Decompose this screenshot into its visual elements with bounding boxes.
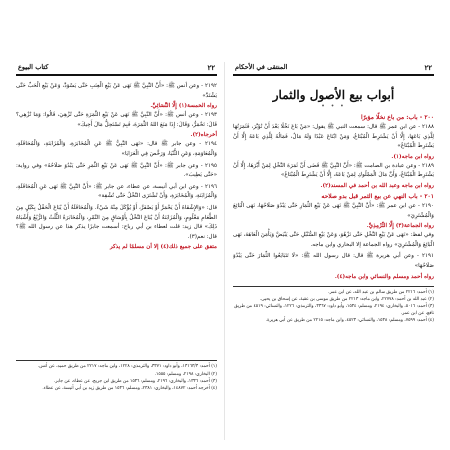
section-heading-201: ٢٠١ - باب النهي عن بيع الثمر قبل بدو صلاحه [321,192,434,200]
footnote: (١) أحمد: ١٣١٦٣/٣، وأبو داود: ٣٣٧١، والترمذي: ١٢٢٨، وابن ماجه: ٢٢١٧ من طريق حميد، عن أنس. [37,364,217,370]
source-2193: أخرجاه(٢). [190,132,217,139]
hadith-2191: ٢١٩١ - وعن أبي هريرة ﷺ قال: قال رسول الله ﷺ: «لَا تَتَبَايَعُوا الثِّمَارَ حَتَّى يَبْدُوَ صَلَاحُهَا» [233,253,434,269]
footnote: (٤) أخرجه أحمد: ١٤٨٧٢، والبخاري: ٢٣٨١، ومسلم: ١٥٣٦ من طريق زيد بن أبي أنيسة، عن عطاء. [42,385,217,391]
hadith-2189: ٢١٨٩ - وعن عبادة بن الصامت ﷺ: «أَنَّ النَّبِيَّ ﷺ قَضَى أَنَّ ثَمَرَةَ النَّخْلِ لِمَنْ أَبَّرَهَا، إِلَّا أَنْ يَشْتَرِطَ الْمُبْتَاعُ، وَأَنَّ مَالَ الْمَمْلُوكِ لِمَنْ بَاعَهُ، إِلَّا أَنْ يَشْتَرِطَ الْمُبْتَاعُ» [233,162,434,179]
right-header-title: المنتقى في الأحكام [235,63,288,71]
footnote: (٤) أحمد: ٧٥٩٩، ومسلم: ١٥٣٨، والنسائي: ٤٥٢٣، وابن ماجه: ٢٢١٥ من طريق عن أبي هريرة. [265,318,434,324]
left-footnotes [16,360,217,392]
footnote: (١) أحمد: ٢٢١٦ من طريق سالم بن عبد الله، عن ابن عمر. [328,289,434,295]
source-2189: رواه ابن ماجه وعبد الله بن أحمد في المسند(٢). [320,182,434,189]
chapter-title: أبواب بيع الأصول والثمار [272,88,395,102]
left-page [16,62,217,440]
hadith-2192: ٢١٩٢ - وعن أنس ﷺ: «أَنَّ النَّبِيَّ ﷺ نَهَى عَنْ بَيْعِ الْعِنَبِ حَتَّى يَسْوَدَّ، وَعَنْ بَيْعِ الْحَبِّ حَتَّى يَشْتَدَّ» [16,83,217,99]
hadith-2195: ٢١٩٥ - وعن جابر ﷺ: «أَنَّ النَّبِيَّ ﷺ نَهَى عَنْ بَيْعِ الثَّمَرِ حَتَّى يَبْدُوَ صَلَاحُهُ» وفي رواية: «حَتَّى يَطِيبَ». [16,162,217,179]
hadith-2196-explanation: قال: «وَالإِشْقَاهُ أَنْ يَحْمَرَّ أَوْ يَصْفَرَّ، أَوْ يُؤْكَلَ مِنْهُ شَيْءٌ. وَالْمُحَاقَلَةُ أَنْ يُبَاعَ الْحَقْلُ بِكَيْلٍ مِنَ الطَّعَامِ مَعْلُومٍ، وَالْمُزَابَنَةُ أَنْ يُبَاعَ النَّخْلُ بِأَوْسَاقٍ مِنَ التَّمْرِ، وَالْمُخَابَرَةُ الثُّلُثُ وَالرُّبُعُ وَأَشْبَاهُ ذَلِكَ» قال زيد: قلت لعطاء بن أبي رباح: أسمعت جابرًا يذكر هذا عن رسول الله ﷺ؟ قال: نعم(٣). [16,204,217,240]
source-2191: رواه أحمد ومسلم والنسائي وابن ماجه(٤). [334,273,434,280]
hadith-2194: ٢١٩٤ - وعن جابر ﷺ قال: «نَهَى النَّبِيُّ ﷺ عَنِ الْمُخَابَرَةِ، وَالْمُزَابَنَةِ، وَالْمُحَاقَلَةِ، وَالْمُعَاوَمَةِ، وَعَنِ الثُّنْيَا، وَرَخَّصَ فِي الْعَرَايَا» [16,141,217,157]
right-footnotes [233,286,434,325]
section-heading-200: ٢٠٠ - باب: من باع نخلًا مؤبرًا [361,114,434,121]
hadith-2196: ٢١٩٦ - وعن ابن أبي أنيسة، عن عطاء، عن جابر ﷺ: «أَنَّ النَّبِيَّ ﷺ نَهَى عَنِ الْمُحَاقَلَةِ، وَالْمُزَابَنَةِ، وَالْمُخَابَرَةِ، وَأَنْ تُشْتَرَى النَّخْلُ حَتَّى تُشْقِهَ» [16,183,217,200]
left-header-title: كتاب البيوع [18,63,49,71]
right-page-header [233,62,434,76]
left-page-number: ٢٢ [207,63,215,72]
footnote: (٢) البخاري: ٢١٩٨، ومسلم: ١٥٥٥. [154,371,217,377]
source-2190: رواه الجماعة(٣) إِلَّا التِّرْمِذِيَّ. [366,223,434,230]
source-2196: متفق على جميع ذلك(٤) إلا أن مسلمًا لم يذكر [109,244,217,251]
footnote: (٣) أحمد: ٥٠١٦، والبخاري: ٢١٩٤، ومسلم: ١٥٣٤، وأبو داود: ٣٣٦٧، والترمذي: ١٢٢٦، والنسائي: ٤٥١٩ من طريق نافع، عن ابن عمر. [234,303,434,317]
right-page-number: ٢٢ [424,63,432,72]
hadith-2190: ٢١٩٠ - عن ابن عمر ﷺ: «أَنَّ النَّبِيَّ ﷺ نَهَى عَنْ بَيْعِ الثِّمَارِ حَتَّى يَبْدُوَ صَلَاحُهَا، نَهَى الْبَائِعَ وَالْمُشْتَرِيَ» [233,202,434,219]
hadith-2190-variant: وفي لفظ: «نَهَى عَنْ بَيْعِ النَّخْلِ حَتَّى تَزْهُوَ، وَعَنْ بَيْعِ السُّنْبُلِ حَتَّى يَبْيَضَّ وَيَأْمَنَ الْعَاهَةَ، نَهَى الْبَائِعَ وَالْمُشْتَرِيَ» رواه الجماعة إلا البخاري وابن ماجه. [233,232,434,248]
source-2192: رواه الخمسة(١) إِلَّا النَّسَائِيَّ. [150,103,217,110]
page-gutter [224,62,225,440]
footnote: (٢) عبد الله بن أحمد: ٢٢٧٧٨، وابن ماجه: ٢٢١٣ من طريق موسى بن عقبة، عن إسحاق بن يحيى. [259,296,434,302]
hadith-2193: ٢١٩٣ - وعن أنس ﷺ: «أَنَّ النَّبِيَّ ﷺ نَهَى عَنْ بَيْعِ الثَّمَرَةِ حَتَّى تُزْهِيَ، قَالُوا: وَمَا تُزْهِي؟ قَالَ: تَحْمَرُّ، وَقَالَ: إِذَا مَنَعَ اللهُ الثَّمَرَةَ، فَبِمَ تَسْتَحِلُّ مَالَ أَخِيكَ» [16,112,217,128]
source-2188: رواه ابن ماجه(١). [391,153,434,160]
right-page [233,62,434,440]
ornament-divider: • • • [321,103,346,110]
hadith-2188: ٢١٨٨ - عن ابن عمر ﷺ قال: سمعت النبي ﷺ يقول: «مَنْ بَاعَ نَخْلًا بَعْدَ أَنْ تُؤَبَّرَ، فَثَمَرَتُهَا لِلَّذِي بَاعَهَا، إِلَّا أَنْ يَشْتَرِطَ الْمُبْتَاعُ، وَمَنْ ابْتَاعَ عَبْدًا وَلَهُ مَالٌ، فَمَالُهُ لِلَّذِي بَاعَهُ إِلَّا أَنْ يَشْتَرِطَ الْمُبْتَاعُ» [233,124,434,150]
footnote: (٣) أحمد: ١٣٣٦، والبخاري: ٢١٩٦، ومسلم: ١٥٣٦ من طريق ابن جريج، عن عطاء، عن جابر. [53,378,217,384]
left-page-header [16,62,217,76]
